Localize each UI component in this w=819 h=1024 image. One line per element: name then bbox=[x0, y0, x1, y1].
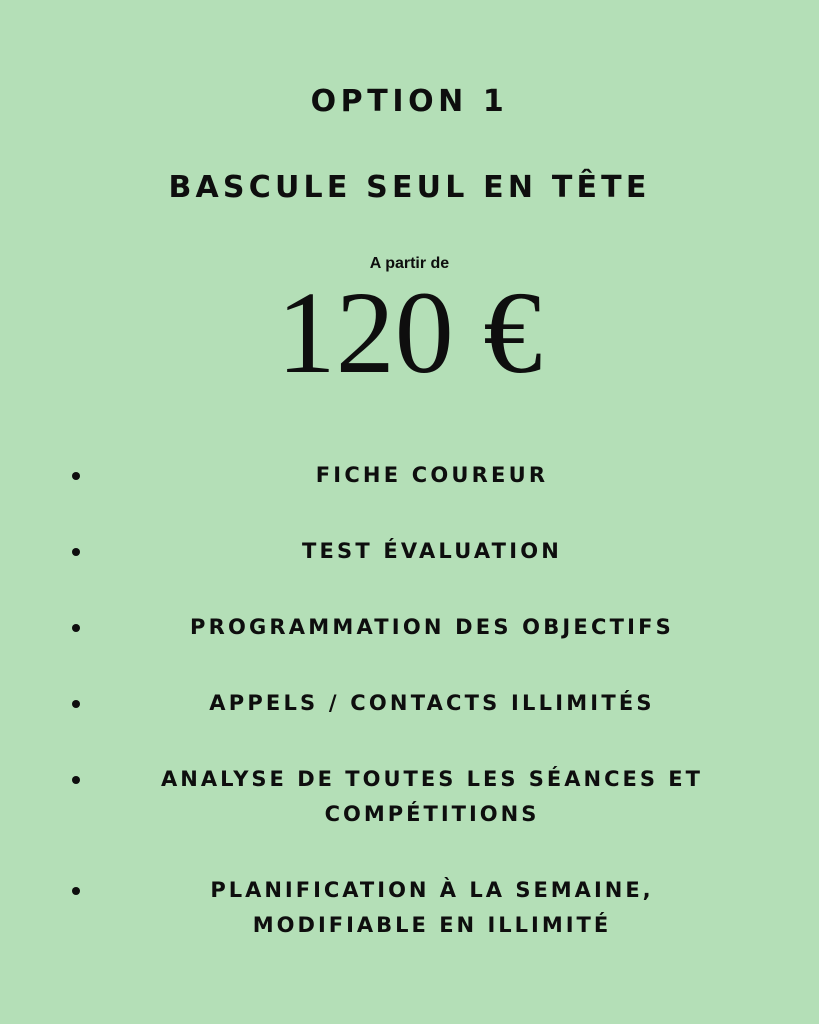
feature-text bbox=[112, 762, 752, 832]
feature-line: FICHE COUREUR bbox=[315, 463, 549, 487]
price-amount: 120 € bbox=[276, 267, 543, 398]
price-prefix: A partir de bbox=[369, 255, 450, 272]
bullet-icon bbox=[72, 700, 80, 708]
bullet-icon bbox=[72, 472, 80, 480]
feature-line: ANALYSE DE TOUTES LES SÉANCES ET bbox=[161, 767, 703, 791]
bullet-icon bbox=[72, 776, 80, 784]
feature-text bbox=[112, 686, 752, 721]
feature-line: PLANIFICATION À LA SEMAINE, bbox=[210, 878, 654, 902]
bullet-icon bbox=[72, 887, 80, 895]
feature-line: TEST ÉVALUATION bbox=[301, 539, 563, 563]
feature-text bbox=[112, 873, 752, 943]
bullet-icon bbox=[72, 548, 80, 556]
feature-line: APPELS / CONTACTS ILLIMITÉS bbox=[209, 691, 655, 715]
feature-text bbox=[112, 458, 752, 493]
feature-text bbox=[112, 610, 752, 645]
feature-line: PROGRAMMATION DES OBJECTIFS bbox=[189, 615, 674, 639]
feature-line: MODIFIABLE EN ILLIMITÉ bbox=[252, 913, 612, 937]
plan-title: BASCULE SEUL EN TÊTE bbox=[168, 170, 651, 205]
bullet-icon bbox=[72, 624, 80, 632]
option-label: OPTION 1 bbox=[310, 84, 509, 119]
feature-text bbox=[112, 534, 752, 569]
feature-line: COMPÉTITIONS bbox=[324, 802, 540, 826]
